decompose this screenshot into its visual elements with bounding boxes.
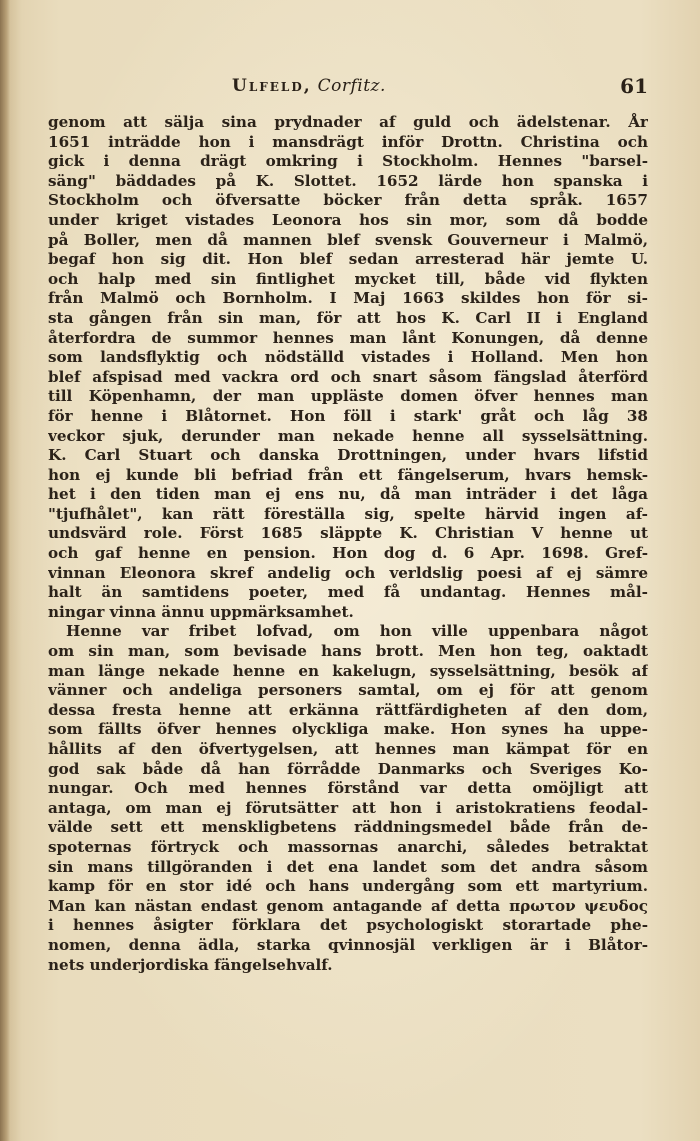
text-line: Stockholm och öfversatte böcker från detta språk. 1657 xyxy=(48,191,648,210)
running-head-name: Ulfeld, xyxy=(232,76,312,96)
text-line: som landsflyktig och nödställd vistades i Holland. Men hon xyxy=(48,348,648,367)
text-line: veckor sjuk, derunder man nekade henne all sysselsättning. xyxy=(48,426,648,445)
text-line: om sin man, som bevisade hans brott. Men hon teg, oaktadt xyxy=(48,642,648,661)
text-line: het i den tiden man ej ens nu, då man inträder i det låga xyxy=(48,485,648,504)
text-line: hållits af den öfvertygelsen, att hennes man kämpat för en xyxy=(48,740,648,758)
text-line: blef afspisad med vackra ord och snart såsom fängslad återförd xyxy=(48,367,648,386)
text-line: sta gången från sin man, för att hos K. Carl II i England xyxy=(48,308,648,327)
text-line: till Köpenhamn, der man uppläste domen öfver hennes man xyxy=(48,387,648,406)
text-line: och gaf henne en pension. Hon dog d. 6 Apr. 1698. Gref- xyxy=(48,544,648,563)
page-header xyxy=(0,76,700,104)
text-line: antaga, om man ej förutsätter att hon i aristokratiens feodal- xyxy=(48,798,648,817)
text-line: halt än samtidens poeter, med få undantag. Hennes mål- xyxy=(48,583,648,602)
text-line: för henne i Blåtornet. Hon föll i stark' gråt och låg 38 xyxy=(48,406,648,425)
page-number: 61 xyxy=(620,74,648,98)
text-line: återfordra de summor hennes man lånt Konungen, då denne xyxy=(48,328,648,347)
text-line: nets underjordiska fängelsehvalf. xyxy=(48,955,333,974)
paragraph xyxy=(48,622,648,975)
binding-gutter xyxy=(0,0,10,1141)
running-head xyxy=(232,76,386,96)
text-line: Henne var fribet lofvad, om hon ville uppenbara något xyxy=(66,622,648,641)
text-line: "tjufhålet", kan rätt föreställa sig, spelte härvid ingen af- xyxy=(48,504,648,523)
text-line: välde sett ett menskligbetens räddningsmedel både från de- xyxy=(48,818,648,837)
running-head-given-name: Corfitz. xyxy=(317,76,386,96)
text-line: på Boller, men då mannen blef svensk Gouverneur i Malmö, xyxy=(48,230,648,249)
text-line: undsvärd role. Först 1685 släppte K. Christian V henne ut xyxy=(48,524,648,543)
text-line: god sak både då han förrådde Danmarks och Sveriges Ko- xyxy=(48,759,648,778)
text-line: ningar vinna ännu uppmärksamhet. xyxy=(48,602,354,621)
text-line: från Malmö och Bornholm. I Maj 1663 skildes hon för si- xyxy=(48,289,648,308)
text-line: kamp för en stor idé och hans undergång som ett martyrium. xyxy=(48,877,648,896)
text-line: hon ej kunde bli befriad från ett fängelserum, hvars hemsk- xyxy=(48,465,648,484)
text-line: och halp med sin fintlighet mycket till, både vid flykten xyxy=(48,269,648,288)
text-line: under kriget vistades Leonora hos sin mor, som då bodde xyxy=(48,210,648,229)
text-line: nomen, denna ädla, starka qvinnosjäl verkligen är i Blåtor- xyxy=(48,935,648,954)
body-text xyxy=(48,113,648,975)
text-line: spoternas förtryck och massornas anarchi, således betraktat xyxy=(48,837,648,856)
text-line: K. Carl Stuart och danska Drottningen, under hvars lifstid xyxy=(48,446,648,465)
text-line: nungar. Och med hennes förstånd var detta omöjligt att xyxy=(48,779,648,798)
text-line: i hennes åsigter förklara det psychologiskt storartade phe- xyxy=(48,916,648,935)
text-line: gick i denna drägt omkring i Stockholm. Hennes "barsel- xyxy=(48,152,648,171)
paragraph xyxy=(48,113,648,622)
text-line: dessa fresta henne att erkänna rättfärdigheten af den dom, xyxy=(48,700,648,719)
text-line: vänner och andeliga personers samtal, om ej för att genom xyxy=(48,681,648,700)
text-line: som fällts öfver hennes olyckliga make. Hon synes ha uppe- xyxy=(48,720,648,739)
text-line: säng" bäddades på K. Slottet. 1652 lärde hon spanska i xyxy=(48,171,648,190)
text-line: begaf hon sig dit. Hon blef sedan arresterad här jemte U. xyxy=(48,250,648,269)
text-line: genom att sälja sina prydnader af guld och ädelstenar. År xyxy=(48,113,648,131)
text-line: man länge nekade henne en kakelugn, sysselsättning, besök af xyxy=(48,661,648,680)
text-line: 1651 inträdde hon i mansdrägt inför Drottn. Christina och xyxy=(48,132,648,151)
text-line: vinnan Eleonora skref andelig och verldslig poesi af ej sämre xyxy=(48,563,648,582)
text-line: sin mans tillgöranden i det ena landet som det andra såsom xyxy=(48,857,648,876)
text-line: Man kan nästan endast genom antagande af detta πρωτον ψευδος xyxy=(48,896,648,915)
